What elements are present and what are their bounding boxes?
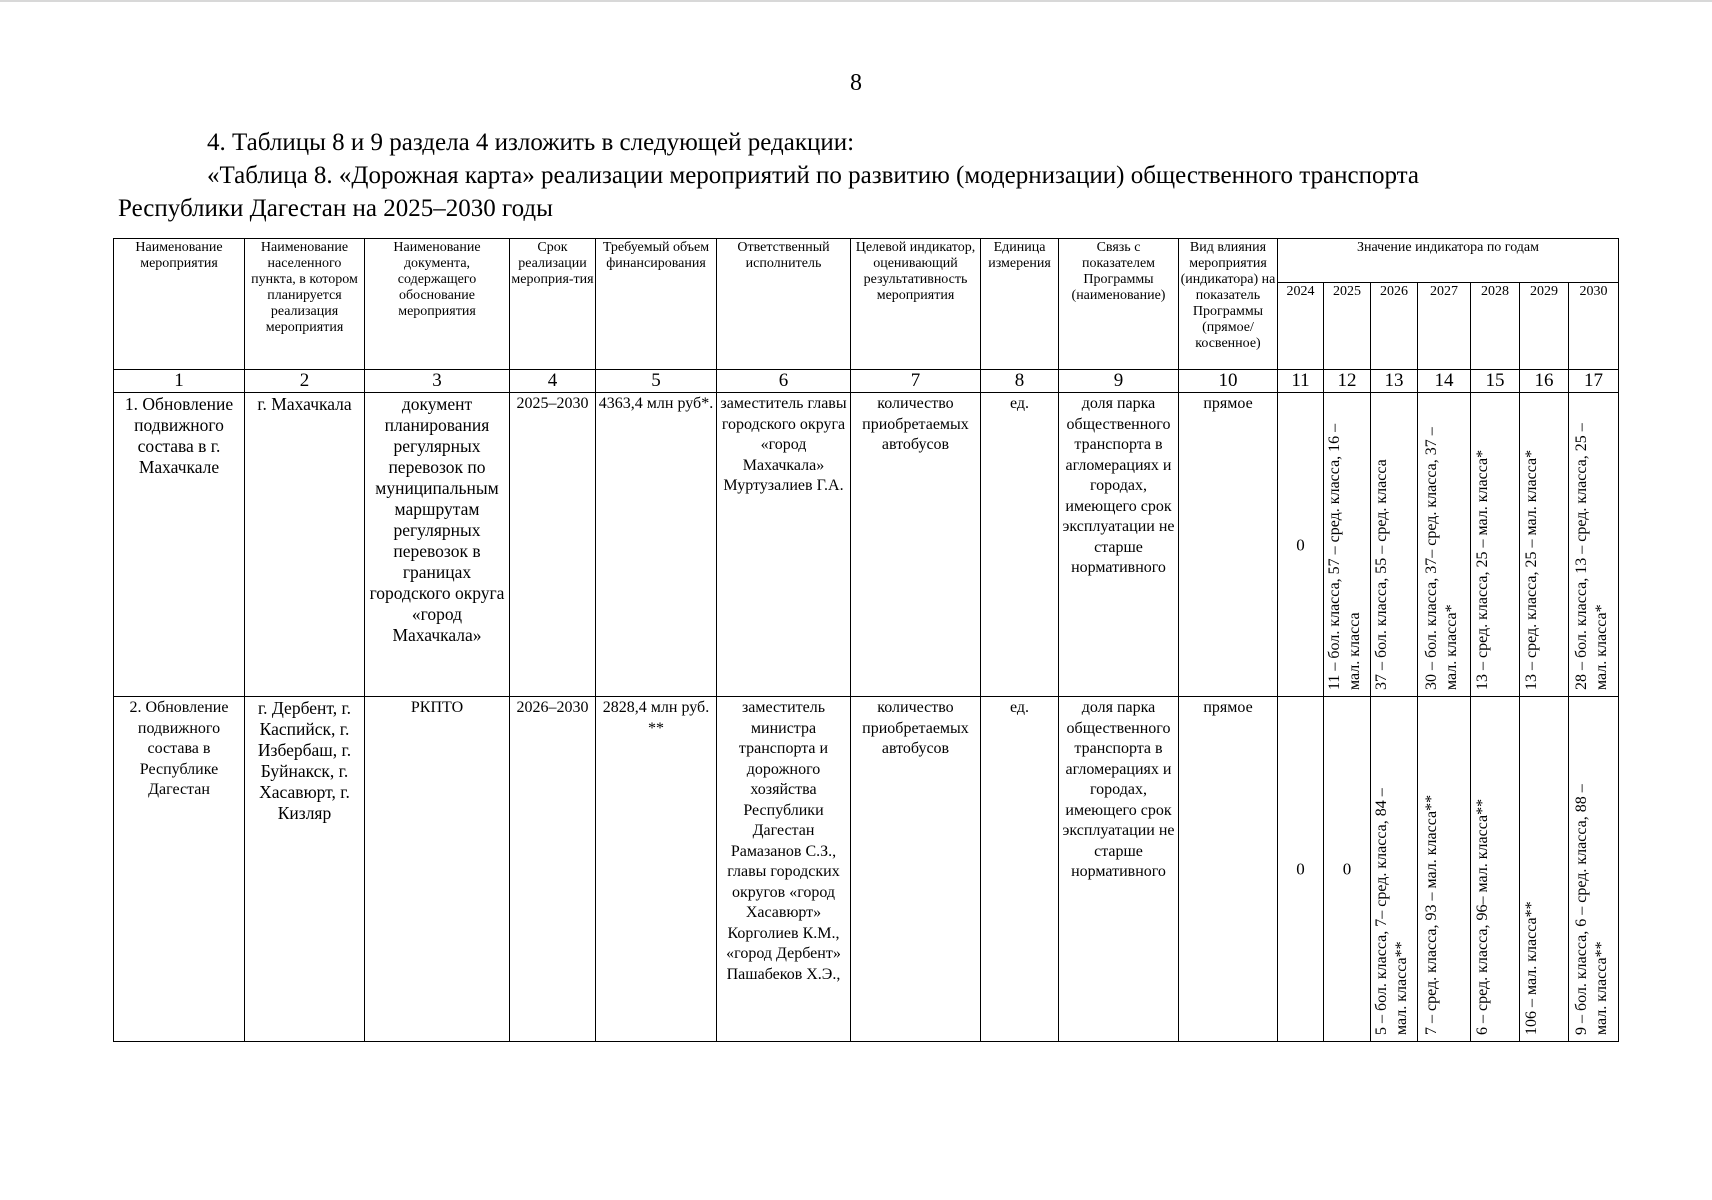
header-year: 2024	[1278, 283, 1324, 370]
cell-indicator: количество приобретаемых автобусов	[851, 393, 981, 697]
header-document: Наименование документа, содержащего обоснование мероприятия	[365, 239, 510, 370]
cell-year-2026	[1371, 697, 1418, 1042]
cell-year-2030	[1569, 393, 1619, 697]
column-number: 10	[1179, 370, 1278, 393]
table-row	[114, 393, 1619, 697]
cell-year-2024	[1278, 393, 1324, 697]
cell-year-2028	[1471, 697, 1520, 1042]
column-number: 2	[245, 370, 365, 393]
header-years-group: Значение индикатора по годам	[1278, 239, 1619, 283]
cell-year-2030	[1569, 697, 1619, 1042]
header-year: 2026	[1371, 283, 1418, 370]
header-unit: Единица измерения	[981, 239, 1059, 370]
cell-executor: заместитель министра транспорта и дорожного хозяйства Республики Дагестан Рамазанов С.З., главы городских округов «город Хасавюрт» Корголиев К.М., «город Дербент» Пашабеков Х.Э.,	[717, 697, 851, 1042]
cell-funding: 2828,4 млн руб. **	[596, 697, 717, 1042]
column-number: 1	[114, 370, 245, 393]
table-row	[114, 697, 1619, 1042]
scan-top-edge	[0, 0, 1712, 2]
year-value: 5 – бол. класса, 7– сред. класса, 84 – мал. класса**	[1373, 788, 1410, 1035]
cell-unit: ед.	[981, 697, 1059, 1042]
cell-influence: прямое	[1179, 697, 1278, 1042]
cell-unit: ед.	[981, 393, 1059, 697]
roadmap-table	[113, 238, 1619, 1042]
header-term: Срок реализации мероприя-тия	[510, 239, 596, 370]
header-program-link: Связь с показателем Программы (наименование)	[1059, 239, 1179, 370]
column-number: 8	[981, 370, 1059, 393]
cell-year-2029	[1520, 697, 1569, 1042]
cell-year-2029	[1520, 393, 1569, 697]
year-value: 7 – сред. класса, 93 – мал. класса**	[1423, 794, 1440, 1035]
column-number: 4	[510, 370, 596, 393]
header-influence: Вид влияния мероприятия (индикатора) на показатель Программы (прямое/ косвенное)	[1179, 239, 1278, 370]
year-value: 0	[1342, 859, 1352, 879]
header-year: 2028	[1471, 283, 1520, 370]
column-number: 6	[717, 370, 851, 393]
column-number: 13	[1371, 370, 1418, 393]
cell-document: РКПТО	[365, 697, 510, 1042]
header-measure-name: Наименование мероприятия	[114, 239, 245, 370]
cell-year-2028	[1471, 393, 1520, 697]
year-value: 9 – бол. класса, 6 – сред. класса, 88 – мал. класса**	[1572, 784, 1610, 1035]
column-number: 11	[1278, 370, 1324, 393]
cell-program-link: доля парка общественного транспорта в агломерациях и городах, имеющего срок эксплуатации не старше нормативного	[1059, 697, 1179, 1042]
header-executor: Ответственный исполнитель	[717, 239, 851, 370]
column-number: 15	[1471, 370, 1520, 393]
header-year: 2030	[1569, 283, 1619, 370]
column-number: 17	[1569, 370, 1619, 393]
column-number: 5	[596, 370, 717, 393]
year-value: 13 – сред. класса, 25 – мал. класса*	[1523, 449, 1540, 690]
column-number: 12	[1324, 370, 1371, 393]
header-indicator: Целевой индикатор, оценивающий результативность мероприятия	[851, 239, 981, 370]
cell-year-2025	[1324, 697, 1371, 1042]
cell-year-2027	[1418, 697, 1471, 1042]
header-year: 2029	[1520, 283, 1569, 370]
cell-influence: прямое	[1179, 393, 1278, 697]
column-number: 16	[1520, 370, 1569, 393]
column-number: 9	[1059, 370, 1179, 393]
page-number: 8	[850, 70, 862, 96]
cell-executor: заместитель главы городского округа «город Махачкала» Муртузалиев Г.А.	[717, 393, 851, 697]
year-value: 106 – мал. класса**	[1523, 901, 1540, 1035]
cell-year-2026	[1371, 393, 1418, 697]
cell-indicator: количество приобретаемых автобусов	[851, 697, 981, 1042]
cell-locality: г. Махачкала	[245, 393, 365, 697]
header-locality: Наименование населенного пункта, в котором планируется реализация мероприятия	[245, 239, 365, 370]
cell-year-2027	[1418, 393, 1471, 697]
cell-program-link: доля парка общественного транспорта в агломерациях и городах, имеющего срок эксплуатации не старше нормативного	[1059, 393, 1179, 697]
year-value: 6 – сред. класса, 96– мал. класса**	[1474, 798, 1491, 1035]
cell-locality: г. Дербент, г. Каспийск, г. Избербаш, г. Буйнакск, г. Хасавюрт, г. Кизляр	[245, 697, 365, 1042]
cell-year-2024	[1278, 697, 1324, 1042]
column-number: 3	[365, 370, 510, 393]
year-value: 37 – бол. класса, 55 – сред. класса	[1373, 459, 1390, 690]
column-number: 14	[1418, 370, 1471, 393]
header-funding: Требуемый объем финансирования	[596, 239, 717, 370]
amendment-heading: 4. Таблицы 8 и 9 раздела 4 изложить в следующей редакции:	[207, 129, 855, 156]
column-number: 7	[851, 370, 981, 393]
year-value: 30 – бол. класса, 37– сред. класса, 37 – мал. класса*	[1423, 427, 1460, 690]
cell-measure-name: 1. Обновление подвижного состава в г. Махачкале	[114, 393, 245, 697]
header-year: 2025	[1324, 283, 1371, 370]
table-title-line2: Республики Дагестан на 2025–2030 годы	[118, 195, 553, 222]
year-value: 28 – бол. класса, 13 – сред. класса, 25 – мал. класса*	[1572, 423, 1610, 690]
cell-measure-name: 2. Обновление подвижного состава в Республике Дагестан	[114, 697, 245, 1042]
year-value: 0	[1296, 535, 1305, 554]
year-value: 11 – бол. класса, 57 – сред. класса, 16 – мал. класса	[1326, 423, 1363, 690]
header-year: 2027	[1418, 283, 1471, 370]
cell-funding: 4363,4 млн руб*.	[596, 393, 717, 697]
cell-term: 2026–2030	[510, 697, 596, 1042]
year-value: 0	[1296, 859, 1305, 879]
cell-year-2025	[1324, 393, 1371, 697]
year-value: 13 – сред. класса, 25 – мал. класса*	[1474, 449, 1491, 690]
table-title-line1: «Таблица 8. «Дорожная карта» реализации мероприятий по развитию (модернизации) общественного транспорта	[207, 162, 1419, 189]
cell-document: документ планирования регулярных перевозок по муниципальным маршрутам регулярных перевозок в границах городского округа «город Махачкала»	[365, 393, 510, 697]
cell-term: 2025–2030	[510, 393, 596, 697]
